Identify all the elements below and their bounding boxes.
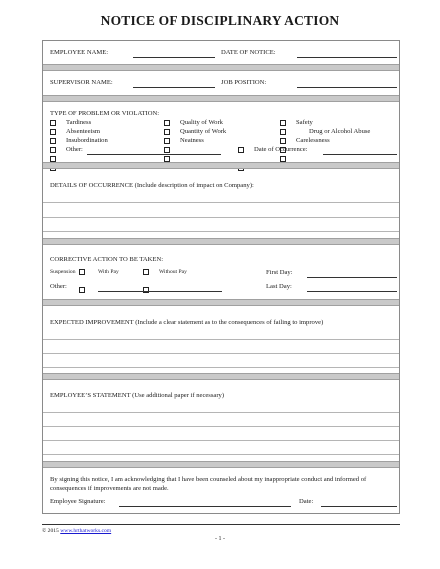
quantity-of-work-checkbox[interactable] <box>164 129 174 135</box>
last-day-label: Last Day: <box>266 283 292 290</box>
tardiness-checkbox[interactable] <box>50 120 60 126</box>
section-divider <box>43 461 399 468</box>
insubordination-checkbox[interactable] <box>50 138 60 144</box>
statement-label: EMPLOYEE’S STATEMENT (Use additional paper if necessary) <box>50 392 225 399</box>
improvement-line[interactable] <box>43 353 399 354</box>
other-action-field[interactable] <box>98 291 222 292</box>
copyright-prefix: © 2015 <box>42 528 59 534</box>
details-label: DETAILS OF OCCURRENCE (Include description of impact on Company): <box>50 182 254 189</box>
supervisor-name-label: SUPERVISOR NAME: <box>50 79 113 86</box>
drug-alcohol-label: Drug or Alcohol Abuse <box>309 128 371 135</box>
insubordination-label: Insubordination <box>66 137 108 144</box>
drug-alcohol-checkbox[interactable] <box>280 129 290 135</box>
improvement-line[interactable] <box>43 339 399 340</box>
suspension-checkbox[interactable] <box>79 269 89 275</box>
without-pay-checkbox[interactable] <box>143 269 153 275</box>
violation-heading: TYPE OF PROBLEM OR VIOLATION: <box>50 110 160 117</box>
neatness-label: Neatness <box>180 137 204 144</box>
statement-line[interactable] <box>43 440 399 441</box>
quantity-of-work-label: Quantity of Work <box>180 128 227 135</box>
website-link[interactable]: www.hrthatworks.com <box>60 528 112 534</box>
section-divider <box>43 64 399 71</box>
section-divider <box>43 95 399 102</box>
other-action-label: Other: <box>50 283 67 290</box>
signature-field[interactable] <box>119 506 291 507</box>
carelessness-checkbox[interactable] <box>280 138 290 144</box>
details-line[interactable] <box>43 231 399 232</box>
without-pay-label: Without Pay <box>159 269 187 275</box>
first-day-label: First Day: <box>266 269 293 276</box>
supervisor-name-field[interactable] <box>133 87 215 88</box>
date-of-occurrence-field[interactable] <box>323 154 397 155</box>
details-line[interactable] <box>43 217 399 218</box>
signature-label: Employee Signature: <box>50 498 106 505</box>
neatness-checkbox[interactable] <box>164 138 174 144</box>
safety-label: Safety <box>296 119 313 126</box>
absenteeism-label: Absenteeism <box>66 128 101 135</box>
statement-line[interactable] <box>43 454 399 455</box>
copyright <box>42 528 111 534</box>
section-divider <box>43 373 399 380</box>
with-pay-label: With Pay <box>98 269 119 275</box>
other-violation-field[interactable] <box>87 154 221 155</box>
section-divider <box>43 162 399 169</box>
employee-name-label: EMPLOYEE NAME: <box>50 49 109 56</box>
date-of-notice-field[interactable] <box>297 57 397 58</box>
quality-of-work-checkbox[interactable] <box>164 120 174 126</box>
date-of-occurrence-checkbox[interactable] <box>238 147 248 153</box>
tardiness-label: Tardiness <box>66 119 92 126</box>
last-day-field[interactable] <box>307 291 397 292</box>
signature-date-field[interactable] <box>321 506 397 507</box>
statement-line[interactable] <box>43 426 399 427</box>
statement-line[interactable] <box>43 412 399 413</box>
suspension-label: Suspension <box>50 269 76 275</box>
details-line[interactable] <box>43 202 399 203</box>
date-of-occurrence-label: Date of Occurrence: <box>254 146 308 153</box>
carelessness-label: Carelessness <box>296 137 330 144</box>
quality-of-work-label: Quality of Work <box>180 119 223 126</box>
employee-name-field[interactable] <box>133 57 215 58</box>
date-of-notice-label: DATE OF NOTICE: <box>221 49 276 56</box>
other-violation-label: Other: <box>66 146 83 153</box>
date-label: Date: <box>299 498 314 505</box>
improvement-label: EXPECTED IMPROVEMENT (Include a clear statement as to the consequences of failing to improve) <box>50 319 324 326</box>
safety-checkbox[interactable] <box>280 120 290 126</box>
other-violation-checkbox[interactable] <box>50 147 60 153</box>
disciplinary-form <box>42 40 400 514</box>
job-position-label: JOB POSITION: <box>221 79 267 86</box>
page-number: - 1 - <box>215 536 225 542</box>
absenteeism-checkbox[interactable] <box>50 129 60 135</box>
acknowledgement-text: By signing this notice, I am acknowledging that I have been counseled about my inappropriate conduct and informed of consequences if improvements are not made. <box>50 476 367 492</box>
section-divider <box>43 299 399 306</box>
section-divider <box>43 238 399 245</box>
improvement-line[interactable] <box>43 367 399 368</box>
job-position-field[interactable] <box>297 87 397 88</box>
first-day-field[interactable] <box>307 277 397 278</box>
document-title: NOTICE OF DISCIPLINARY ACTION <box>100 13 340 28</box>
footer-rule <box>42 524 400 525</box>
corrective-heading: CORRECTIVE ACTION TO BE TAKEN: <box>50 256 164 263</box>
